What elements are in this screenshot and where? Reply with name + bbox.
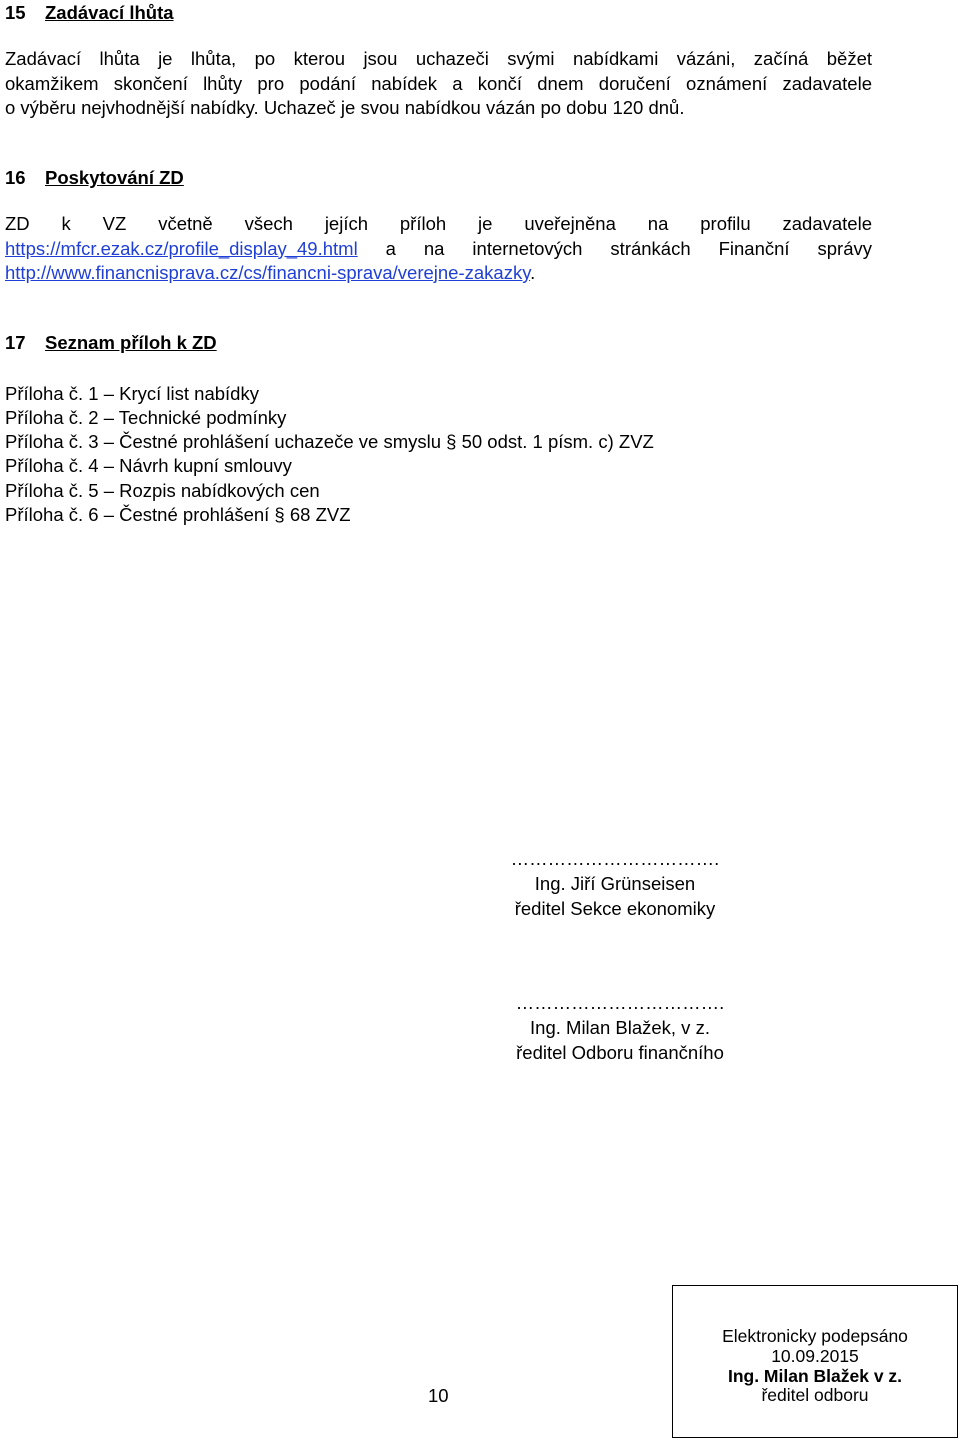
stamp-line: Elektronicky podepsáno	[722, 1326, 908, 1346]
paragraph-text: .	[530, 262, 536, 283]
signature-block-2	[470, 990, 770, 1065]
paragraph-line: o výběru nejvhodnější nabídky. Uchazeč je svou nabídkou vázán po dobu 120 dnů.	[5, 97, 685, 118]
electronic-signature-stamp	[672, 1285, 958, 1438]
attachment-item: Příloha č. 2 – Technické podmínky	[5, 407, 287, 428]
stamp-signer: Ing. Milan Blažek v z.	[727, 1366, 903, 1386]
section-17-heading	[5, 332, 217, 354]
signature-dots: …………………………….	[515, 992, 725, 1013]
attachment-item: Příloha č. 4 – Návrh kupní smlouvy	[5, 455, 292, 476]
signature-dots: …………………………….	[510, 848, 720, 869]
page-number: 10	[428, 1385, 449, 1406]
section-number: 15	[5, 2, 26, 23]
paragraph-line	[5, 237, 872, 262]
attachment-item: Příloha č. 5 – Rozpis nabídkových cen	[5, 480, 320, 501]
stamp-role: ředitel odboru	[761, 1385, 869, 1405]
section-15-heading	[5, 2, 174, 24]
section-title: Poskytování ZD	[45, 167, 184, 188]
attachment-item: Příloha č. 6 – Čestné prohlášení § 68 ZVZ	[5, 504, 351, 525]
attachment-item: Příloha č. 3 – Čestné prohlášení uchazeče ve smyslu § 50 odst. 1 písm. c) ZVZ	[5, 431, 654, 452]
paragraph-line	[5, 261, 872, 286]
signatory-role: ředitel Odboru finančního	[516, 1042, 724, 1063]
paragraph-text: a na internetových stránkách Finanční správy	[357, 237, 872, 259]
section-16-paragraph	[5, 212, 872, 286]
section-16-heading	[5, 167, 184, 189]
section-number: 16	[5, 167, 26, 188]
attachment-item: Příloha č. 1 – Krycí list nabídky	[5, 383, 259, 404]
signatory-role: ředitel Sekce ekonomiky	[514, 898, 716, 919]
signatory-name: Ing. Jiří Grünseisen	[534, 873, 696, 894]
profile-link[interactable]: https://mfcr.ezak.cz/profile_display_49.html	[5, 237, 358, 259]
financni-sprava-link[interactable]: http://www.financnisprava.cz/cs/financni-sprava/verejne-zakazky	[5, 262, 531, 283]
paragraph-line: Zadávací lhůta je lhůta, po kterou jsou uchazeči svými nabídkami vázáni, začíná běžet	[5, 48, 872, 69]
section-title: Seznam příloh k ZD	[45, 332, 217, 353]
paragraph-line: okamžikem skončení lhůty pro podání nabídek a končí dnem doručení oznámení zadavatele	[5, 72, 872, 94]
section-title: Zadávací lhůta	[45, 2, 174, 23]
signatory-name: Ing. Milan Blažek, v z.	[530, 1017, 710, 1038]
signature-block-1	[465, 846, 765, 921]
section-15-paragraph	[5, 47, 872, 121]
section-number: 17	[5, 332, 26, 353]
stamp-date: 10.09.2015	[771, 1346, 859, 1366]
paragraph-line: ZD k VZ včetně všech jejích příloh je uveřejněna na profilu zadavatele	[5, 213, 872, 234]
